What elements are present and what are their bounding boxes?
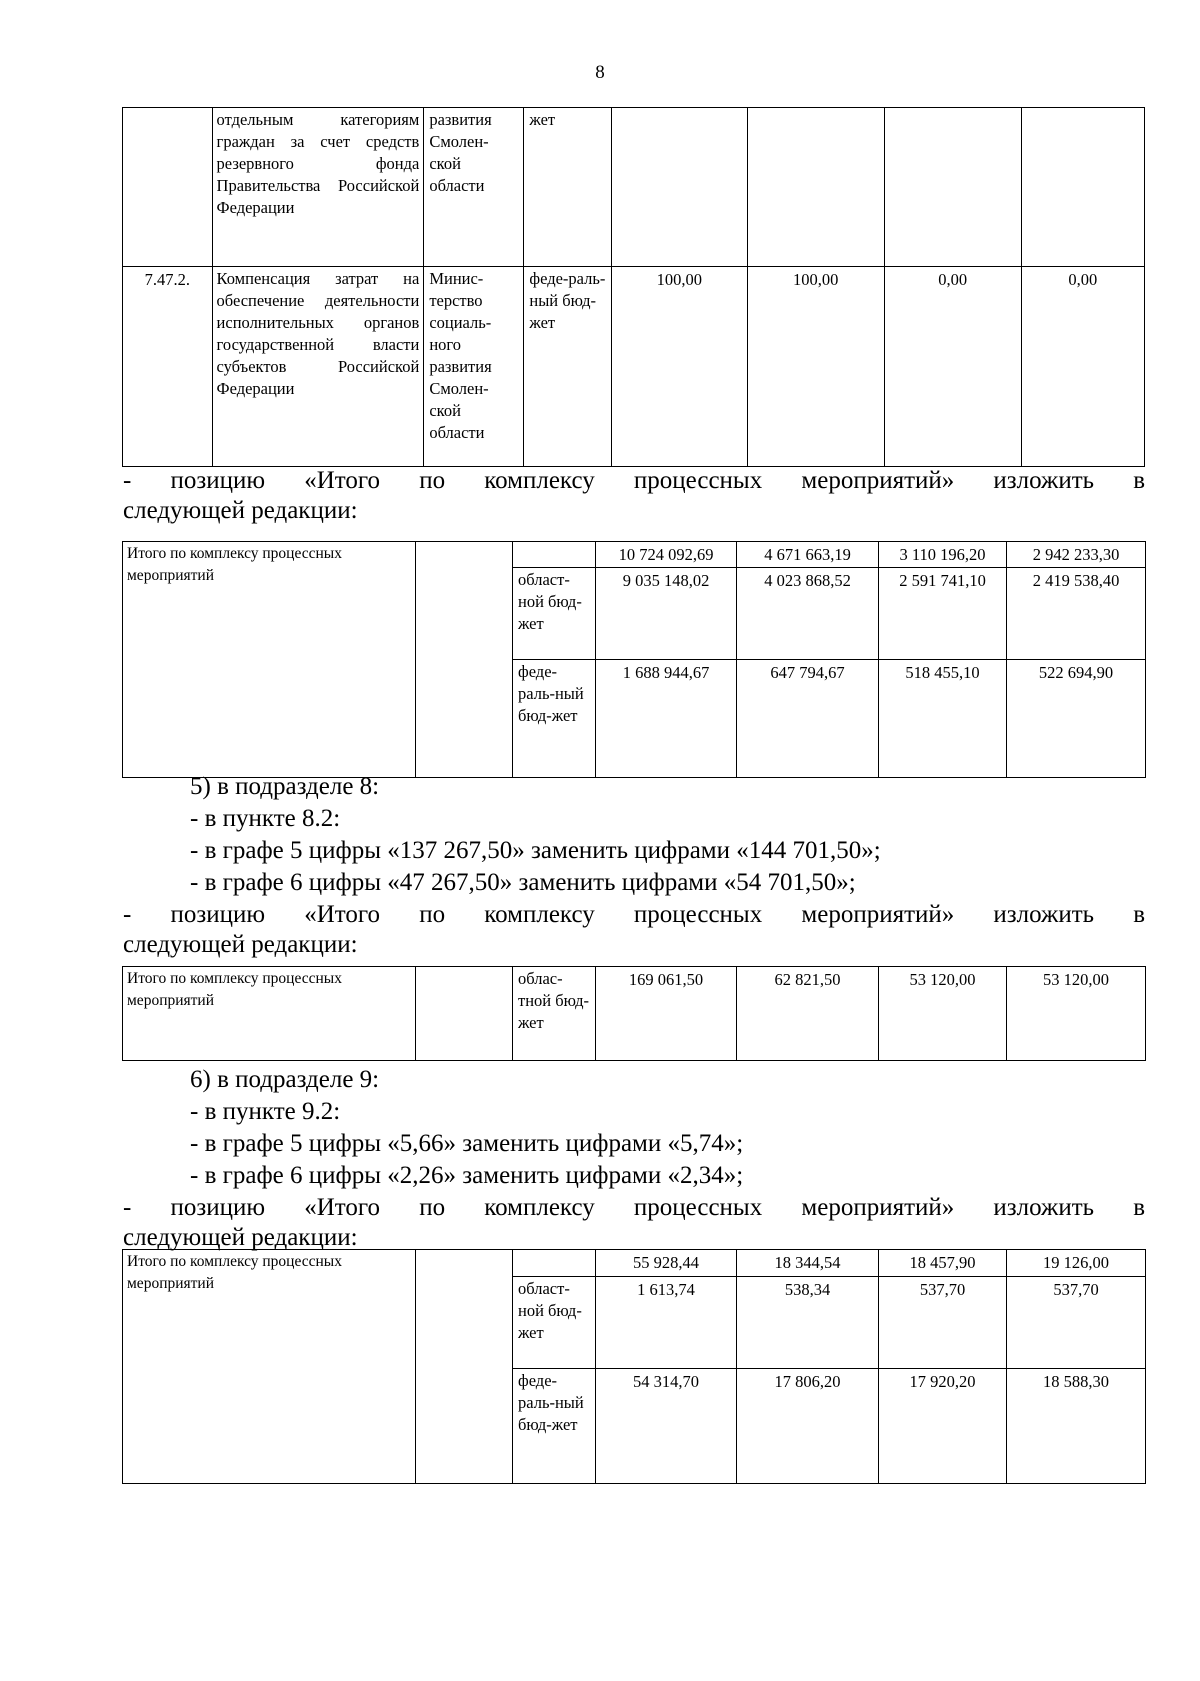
section-6-item: - в графе 6 цифры «2,26» заменить цифрами «2,34»; — [190, 1162, 744, 1189]
value-cell: 1 688 944,67 — [596, 660, 737, 778]
value-cell: 55 928,44 — [596, 1250, 737, 1277]
value-cell: 537,70 — [879, 1277, 1007, 1369]
section-5-item: - в пункте 8.2: — [190, 805, 341, 832]
instruction-paragraph-cont: следующей редакции: — [123, 1224, 358, 1251]
total-table-subsection-8 — [122, 966, 1146, 1061]
value-cell: 18 344,54 — [737, 1250, 879, 1277]
value-cell: 54 314,70 — [596, 1369, 737, 1484]
table-row — [123, 967, 1146, 1061]
value-cell: 0,00 — [1021, 267, 1144, 467]
instruction-paragraph-cont: следующей редакции: — [123, 497, 358, 524]
table-row — [123, 267, 1145, 467]
value-cell: 0,00 — [884, 267, 1021, 467]
funding-source-cell: област-ной бюд-жет — [513, 1277, 596, 1369]
value-cell: 518 455,10 — [879, 660, 1007, 778]
value-cell: 1 613,74 — [596, 1277, 737, 1369]
total-table-subsection-9 — [122, 1249, 1146, 1484]
value-cell: 2 942 233,30 — [1007, 542, 1146, 568]
total-label-cell: Итого по комплексу процессных мероприятий — [123, 1250, 416, 1484]
table-row — [123, 108, 1145, 267]
value-cell: 4 671 663,19 — [737, 542, 879, 568]
funding-source-cell: жет — [524, 108, 611, 267]
measure-name-cell: отдельным категориям граждан за счет средств резервного фонда Правительства Российской Федерации — [212, 108, 424, 267]
value-cell: 2 419 538,40 — [1007, 568, 1146, 660]
value-cell: 17 806,20 — [737, 1369, 879, 1484]
table-row — [123, 1250, 1146, 1277]
value-cell: 2 591 741,10 — [879, 568, 1007, 660]
value-cell: 10 724 092,69 — [596, 542, 737, 568]
value-cell: 9 035 148,02 — [596, 568, 737, 660]
funding-source-cell: феде-раль-ный бюд-жет — [524, 267, 611, 467]
value-cell: 53 120,00 — [879, 967, 1007, 1061]
page-number: 8 — [595, 62, 605, 83]
section-6-item: - в пункте 9.2: — [190, 1098, 341, 1125]
funding-source-cell: облас-тной бюд-жет — [513, 967, 596, 1061]
value-cell: 538,34 — [737, 1277, 879, 1369]
value-cell: 169 061,50 — [596, 967, 737, 1061]
executor-cell: развития Смолен-ской области — [424, 108, 524, 267]
measure-name-cell: Компенсация затрат на обеспечение деятельности исполнительных органов государственной власти субъектов Российской Федерации — [212, 267, 424, 467]
total-label-cell: Итого по комплексу процессных мероприятий — [123, 542, 416, 778]
instruction-paragraph: - позицию «Итого по комплексу процессных мероприятий» изложить в — [123, 467, 1145, 494]
section-5-heading: 5) в подразделе 8: — [190, 773, 380, 800]
value-cell: 647 794,67 — [737, 660, 879, 778]
value-cell: 522 694,90 — [1007, 660, 1146, 778]
value-cell: 18 588,30 — [1007, 1369, 1146, 1484]
measure-number-cell: 7.47.2. — [123, 267, 213, 467]
value-cell: 3 110 196,20 — [879, 542, 1007, 568]
section-5-item: - в графе 6 цифры «47 267,50» заменить цифрами «54 701,50»; — [190, 869, 856, 896]
table-row — [123, 542, 1146, 568]
instruction-paragraph: - позицию «Итого по комплексу процессных мероприятий» изложить в — [123, 901, 1145, 928]
funding-source-cell: област-ной бюд-жет — [513, 568, 596, 660]
value-cell: 53 120,00 — [1007, 967, 1146, 1061]
value-cell: 19 126,00 — [1007, 1250, 1146, 1277]
value-cell: 17 920,20 — [879, 1369, 1007, 1484]
total-label-cell: Итого по комплексу процессных мероприятий — [123, 967, 416, 1061]
value-cell: 4 023 868,52 — [737, 568, 879, 660]
instruction-paragraph: - позицию «Итого по комплексу процессных мероприятий» изложить в — [123, 1194, 1145, 1221]
section-6-item: - в графе 5 цифры «5,66» заменить цифрами «5,74»; — [190, 1130, 744, 1157]
value-cell: 100,00 — [747, 267, 884, 467]
section-6-heading: 6) в подразделе 9: — [190, 1066, 380, 1093]
funding-source-cell: феде-раль-ный бюд-жет — [513, 660, 596, 778]
measures-table — [122, 107, 1145, 467]
value-cell: 62 821,50 — [737, 967, 879, 1061]
funding-source-cell: феде-раль-ный бюд-жет — [513, 1369, 596, 1484]
total-table-subsection-7 — [122, 541, 1146, 778]
value-cell: 18 457,90 — [879, 1250, 1007, 1277]
value-cell: 537,70 — [1007, 1277, 1146, 1369]
instruction-paragraph-cont: следующей редакции: — [123, 931, 358, 958]
executor-cell: Минис-терство социаль-ного развития Смолен-ской области — [424, 267, 524, 467]
value-cell: 100,00 — [611, 267, 747, 467]
section-5-item: - в графе 5 цифры «137 267,50» заменить цифрами «144 701,50»; — [190, 837, 881, 864]
